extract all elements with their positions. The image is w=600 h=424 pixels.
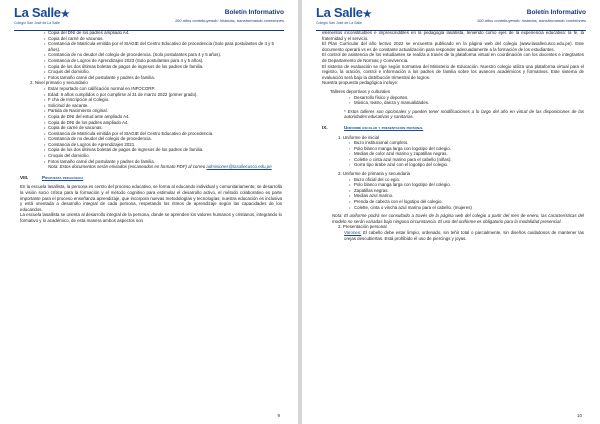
page-number: 10 bbox=[576, 413, 582, 418]
list-item: • Prenda de cabeza con el logotipo del colegio. bbox=[344, 199, 584, 205]
star-icon: ★ bbox=[362, 9, 372, 20]
list-item: › Música, teatro, danza y manualidades. bbox=[344, 100, 584, 106]
list-item: • Constancia de Logros de Aprendizajes 2023 (Solo postulantes para 4 y 5 años). bbox=[20, 58, 282, 64]
admissions-email-link[interactable]: admisiones@lasallecusco.edu.pe bbox=[206, 164, 272, 170]
list-item: • Copia del carné de vacunas. bbox=[20, 36, 282, 42]
bulletin-title: Boletín Informativo bbox=[526, 9, 586, 16]
curriculum-paragraph: El Plan Curricular del año lectivo 2022 se encuentra publicado en la página web del colegio (www.lasallecusco.edu.pe). Este documento operará vs es de constante actualización para responder adecuadamente a la formación de los estudiantes. bbox=[322, 41, 584, 52]
la-salle-logo bbox=[316, 6, 386, 30]
list-item: • Copia del DNI de los padres ampliado A4. bbox=[20, 30, 282, 36]
logo-text: La Salle bbox=[316, 5, 363, 20]
workshops-note: * Estos talleres son opcionales y pueden tener modificaciones a lo largo del año en virtud de las disposiciones de las autoridades educativas y sanitarias. bbox=[344, 108, 584, 120]
right-page-content bbox=[322, 30, 584, 241]
page-number: 9 bbox=[277, 413, 280, 418]
uniform-note: Nota: El uniforme podrá ser consultado a través de la página web del colegio a partir del mes de enero, las características del modelo no serán variadas bajo ninguna circunstancia. El uso del uniforme es obligatorio para la modalidad presencial. bbox=[332, 213, 584, 224]
list-item: • Croquis del domicilio. bbox=[20, 153, 282, 159]
list-item: • Copia de DNI de los padres ampliado A4. bbox=[20, 120, 282, 126]
list-item: • Solicitud de vacante. bbox=[20, 103, 282, 109]
workshops-heading: Talleres deportivos y culturales bbox=[330, 88, 391, 94]
list-item: • Constancia de Matrícula emitida por el SIAGIE del Centro Educativo de procedencia. bbox=[20, 131, 282, 137]
section-heading-viii bbox=[20, 175, 282, 181]
requirements-list-initial bbox=[20, 30, 282, 80]
list-item: › Desarrollo físico y deportes. bbox=[344, 95, 584, 101]
bulletin-title: Boletín Informativo bbox=[224, 9, 284, 16]
evaluation-paragraph: El sistema de evaluación se rige según normativa del Ministerio de Educación. Nuestro colegio utiliza una plataforma virtual para el registro, la oración, control e información a los padres de familia sobre los avances académicos y formativos. Este sistema de evaluación será bajo la distribución trimestral de logros. bbox=[322, 63, 584, 80]
logo-motto: Colegio San José de La Salle bbox=[316, 21, 362, 25]
la-salle-logo bbox=[14, 6, 84, 30]
list-item: • Constancia de no deudor del colegio de procedencia. bbox=[20, 136, 282, 142]
section-number: VIII. bbox=[20, 174, 29, 180]
pedagogy-paragraph-1: En la escuela lasallista, la persona es centro del proceso educativo, se forma al educando individual y comunitariamente; se desarrolla la visión socio crítica para la formación y el método cognitivo para estimular el desarrollo activo, el método colaborativo es parte importante para el proceso enseñanza aprendizaje, que incorpora nuevas metodologías y tecnologías; nuestra educación es inclusiva y está orientada a desarrollo integral de cada persona, respetando los ritmos de aprendizaje según las capacidades de los educandos. bbox=[20, 184, 282, 212]
list-item: • Edad: 6 años cumplidos o por cumplirse al 31 de marzo 2022 (primer grado). bbox=[20, 92, 282, 98]
list-item: › Colette o cinta azul marino para el cabello (niñas). bbox=[344, 157, 584, 163]
list-item: • Medias azul marino. bbox=[344, 193, 584, 199]
logo-motto: Colegio San José de La Salle bbox=[14, 21, 60, 25]
section-heading-ix bbox=[322, 125, 584, 131]
list-item: • Polo blanco manga larga con logotipo del colegio. bbox=[344, 182, 584, 188]
primary-uniform-list bbox=[322, 177, 584, 211]
pedagogy-paragraph-2: La escuela lasallista se orienta al desarrollo integral de la persona, donde se aprenden los valores humanos y cristianos, integrando lo formativo y lo académico, de esta manera ambos aspectos son bbox=[20, 212, 282, 223]
documents-note: Nota: Estos documentos serán enviados (escaneados en formato PDF) al correo admisiones@lasallecusco.edu.pe bbox=[48, 164, 272, 170]
list-item: • Copia de DNI del estud ante ampliado A4. bbox=[20, 114, 282, 120]
list-item: • Copia de los dos últimas boletas de pagos de ingresos de los padres de familia. bbox=[20, 64, 282, 70]
list-item: • Estar reportado con calificación normal en INFOCORP. bbox=[20, 86, 282, 92]
requirements-list-primary bbox=[20, 86, 282, 164]
proposal-heading: Nuestra propuesta pedagógica incluye: bbox=[322, 80, 399, 86]
pedagogy-paragraph-3: elementos inconstituibles e imprescindibles en la pedagogía lasallista, teniendo como ejes de la experiencia educativa: la fe, la fraternidad y el servicio. bbox=[322, 30, 584, 41]
presentation-paragraph: Varones: El cabello debe estar limpio, ordenado, sin teñir total o parcialmente, sin diseños cuidadosos de mantener las orejas descubiertas. Está prohibido el uso de piercings y joyas. bbox=[344, 230, 584, 241]
list-item: • Constancia de Logros de Aprendizajes 2021. bbox=[20, 142, 282, 148]
list-item: › Gorra tipo árabe azul con el logotipo del colegio. bbox=[344, 162, 584, 168]
star-icon: ★ bbox=[60, 9, 70, 20]
section-title: Propuesta pedagógica bbox=[42, 174, 84, 180]
list-item: • Fotos tamaño carné del postulante y padres de familia. bbox=[20, 159, 282, 165]
list-item: • Constancia de no deudor del colegio de procedencia. (Solo postulantes para 4 y 5 años). bbox=[20, 52, 282, 58]
list-item: • Constancia de Matrícula emitida por el SIAGIE del Centro Educativo de procedencia (Solo para postulantes de 4 y 5 años). bbox=[20, 41, 282, 52]
bulletin-subtitle: 100 años contribuyendo: historias, transformando conexiones bbox=[174, 18, 284, 23]
list-item: • Croquis del domicilio. bbox=[20, 69, 282, 75]
section-number: IX. bbox=[322, 124, 328, 130]
presentation-label: Varones: bbox=[344, 230, 362, 235]
workshops-list bbox=[322, 95, 584, 106]
list-item: • Fotos tamaño carné del postulante y padres de familia. bbox=[20, 75, 282, 81]
primary-uniform-heading: 2. Uniforme de primaria y secundaria bbox=[338, 171, 410, 177]
list-item: › Polo blanco manga larga con logotipo del colegio. bbox=[344, 146, 584, 152]
presentation-heading: 3. Presentación personal bbox=[338, 224, 387, 230]
page-header bbox=[14, 6, 284, 32]
logo-text: La Salle bbox=[14, 5, 61, 20]
attendance-paragraph: El control de asistencia de los estudiantes se realiza a través de la plataforma virtual en coordinación con los docentes e integrantes de Departamento de Normas y Convivencia. bbox=[322, 52, 584, 63]
list-item: • Partida de Nacimiento original. bbox=[20, 108, 282, 114]
list-item: › Buzo institucional completo. bbox=[344, 140, 584, 146]
list-item: • Copia de carné de vacunas. bbox=[20, 125, 282, 131]
initial-uniform-heading: 1. Uniforme de inicial bbox=[338, 134, 379, 140]
list-item: • Colette, cinta o vincha azul marino para el cabello. (mujeres) bbox=[344, 205, 584, 211]
left-page bbox=[0, 0, 298, 424]
left-page-content bbox=[20, 30, 282, 224]
list-item: › Medias de color azul marino y zapatillas negras. bbox=[344, 151, 584, 157]
initial-uniform-list bbox=[322, 140, 584, 168]
bulletin-subtitle: 100 años contribuyendo: historias, transformando conexiones bbox=[476, 18, 586, 23]
section-title: Uniforme escolar y presentación personal bbox=[344, 124, 424, 130]
list-item: • Zapatillas negras. bbox=[344, 188, 584, 194]
list-item: • Buzo oficial del co egio. bbox=[344, 177, 584, 183]
list-item: • F cha de Inscripción al Colegio. bbox=[20, 97, 282, 103]
list-item: • Copia de los dos últimas boletas de pagos de ingresos de los padres de familia. bbox=[20, 147, 282, 153]
right-page bbox=[302, 0, 600, 424]
level-heading: 2. Nivel primario y secundario bbox=[30, 80, 88, 86]
page-header bbox=[316, 6, 586, 32]
